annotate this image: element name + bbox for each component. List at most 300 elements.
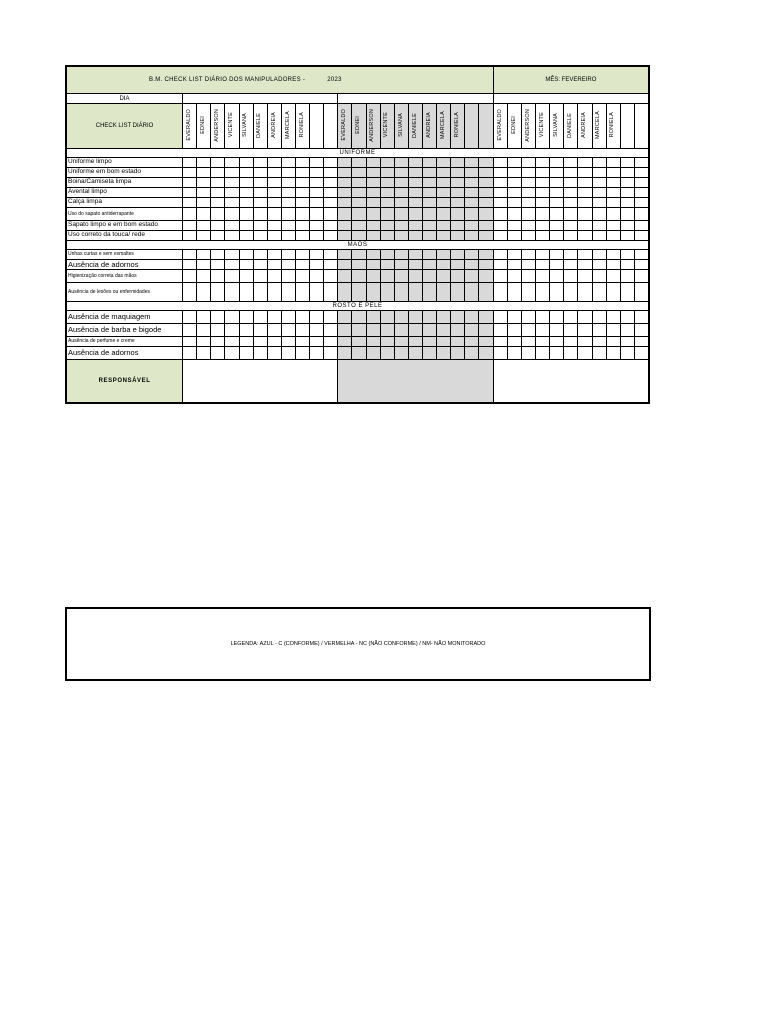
check-cell[interactable]	[620, 158, 634, 168]
check-cell[interactable]	[479, 250, 493, 260]
check-cell[interactable]	[253, 221, 267, 231]
check-cell[interactable]	[479, 168, 493, 178]
check-cell[interactable]	[253, 188, 267, 198]
check-cell[interactable]	[295, 198, 309, 208]
check-cell[interactable]	[366, 347, 380, 360]
check-cell[interactable]	[352, 283, 366, 302]
check-cell[interactable]	[267, 158, 281, 168]
check-cell[interactable]	[295, 231, 309, 241]
check-cell[interactable]	[479, 208, 493, 221]
check-cell[interactable]	[253, 198, 267, 208]
check-cell[interactable]	[352, 250, 366, 260]
check-cell[interactable]	[394, 231, 408, 241]
check-cell[interactable]	[606, 221, 620, 231]
check-cell[interactable]	[408, 198, 422, 208]
check-cell[interactable]	[620, 208, 634, 221]
check-cell[interactable]	[465, 250, 479, 260]
check-cell[interactable]	[606, 311, 620, 324]
check-cell[interactable]	[592, 168, 606, 178]
check-cell[interactable]	[493, 260, 507, 270]
check-cell[interactable]	[578, 337, 592, 347]
check-cell[interactable]	[408, 221, 422, 231]
check-cell[interactable]	[564, 324, 578, 337]
check-cell[interactable]	[338, 168, 352, 178]
check-cell[interactable]	[295, 311, 309, 324]
check-cell[interactable]	[422, 208, 436, 221]
check-cell[interactable]	[437, 337, 451, 347]
check-cell[interactable]	[536, 324, 550, 337]
check-cell[interactable]	[310, 260, 324, 270]
check-cell[interactable]	[479, 311, 493, 324]
check-cell[interactable]	[295, 270, 309, 283]
signature-cell[interactable]	[338, 360, 493, 404]
check-cell[interactable]	[324, 283, 338, 302]
check-cell[interactable]	[437, 324, 451, 337]
check-cell[interactable]	[620, 178, 634, 188]
check-cell[interactable]	[536, 250, 550, 260]
check-cell[interactable]	[521, 168, 535, 178]
check-cell[interactable]	[634, 188, 649, 198]
check-cell[interactable]	[437, 231, 451, 241]
check-cell[interactable]	[211, 250, 225, 260]
check-cell[interactable]	[267, 337, 281, 347]
check-cell[interactable]	[338, 324, 352, 337]
check-cell[interactable]	[310, 208, 324, 221]
check-cell[interactable]	[479, 260, 493, 270]
check-cell[interactable]	[521, 231, 535, 241]
check-cell[interactable]	[465, 283, 479, 302]
check-cell[interactable]	[324, 347, 338, 360]
check-cell[interactable]	[225, 178, 239, 188]
check-cell[interactable]	[380, 158, 394, 168]
check-cell[interactable]	[592, 337, 606, 347]
check-cell[interactable]	[578, 178, 592, 188]
check-cell[interactable]	[338, 221, 352, 231]
check-cell[interactable]	[493, 337, 507, 347]
check-cell[interactable]	[606, 168, 620, 178]
check-cell[interactable]	[366, 260, 380, 270]
check-cell[interactable]	[324, 260, 338, 270]
check-cell[interactable]	[536, 260, 550, 270]
check-cell[interactable]	[380, 347, 394, 360]
check-cell[interactable]	[536, 178, 550, 188]
check-cell[interactable]	[267, 283, 281, 302]
check-cell[interactable]	[493, 188, 507, 198]
check-cell[interactable]	[295, 221, 309, 231]
check-cell[interactable]	[380, 208, 394, 221]
check-cell[interactable]	[493, 250, 507, 260]
check-cell[interactable]	[550, 188, 564, 198]
check-cell[interactable]	[620, 168, 634, 178]
check-cell[interactable]	[422, 178, 436, 188]
check-cell[interactable]	[183, 168, 197, 178]
check-cell[interactable]	[564, 188, 578, 198]
check-cell[interactable]	[239, 260, 253, 270]
check-cell[interactable]	[465, 208, 479, 221]
check-cell[interactable]	[281, 198, 295, 208]
check-cell[interactable]	[422, 221, 436, 231]
check-cell[interactable]	[578, 221, 592, 231]
check-cell[interactable]	[620, 283, 634, 302]
check-cell[interactable]	[521, 188, 535, 198]
check-cell[interactable]	[634, 178, 649, 188]
check-cell[interactable]	[422, 260, 436, 270]
check-cell[interactable]	[479, 198, 493, 208]
check-cell[interactable]	[310, 347, 324, 360]
day-number-cell[interactable]	[183, 94, 338, 104]
check-cell[interactable]	[267, 198, 281, 208]
check-cell[interactable]	[211, 347, 225, 360]
check-cell[interactable]	[564, 198, 578, 208]
check-cell[interactable]	[394, 178, 408, 188]
check-cell[interactable]	[394, 208, 408, 221]
check-cell[interactable]	[394, 250, 408, 260]
check-cell[interactable]	[310, 188, 324, 198]
check-cell[interactable]	[564, 208, 578, 221]
check-cell[interactable]	[380, 260, 394, 270]
check-cell[interactable]	[550, 270, 564, 283]
check-cell[interactable]	[606, 347, 620, 360]
check-cell[interactable]	[211, 283, 225, 302]
check-cell[interactable]	[422, 324, 436, 337]
check-cell[interactable]	[634, 158, 649, 168]
check-cell[interactable]	[606, 188, 620, 198]
check-cell[interactable]	[451, 208, 465, 221]
check-cell[interactable]	[521, 347, 535, 360]
check-cell[interactable]	[493, 178, 507, 188]
check-cell[interactable]	[352, 260, 366, 270]
check-cell[interactable]	[225, 198, 239, 208]
check-cell[interactable]	[479, 283, 493, 302]
check-cell[interactable]	[324, 178, 338, 188]
check-cell[interactable]	[493, 231, 507, 241]
check-cell[interactable]	[295, 337, 309, 347]
check-cell[interactable]	[380, 178, 394, 188]
check-cell[interactable]	[521, 270, 535, 283]
check-cell[interactable]	[493, 198, 507, 208]
check-cell[interactable]	[239, 250, 253, 260]
check-cell[interactable]	[352, 231, 366, 241]
check-cell[interactable]	[465, 198, 479, 208]
check-cell[interactable]	[324, 221, 338, 231]
check-cell[interactable]	[634, 337, 649, 347]
check-cell[interactable]	[281, 178, 295, 188]
check-cell[interactable]	[197, 158, 211, 168]
check-cell[interactable]	[239, 311, 253, 324]
check-cell[interactable]	[564, 221, 578, 231]
check-cell[interactable]	[239, 347, 253, 360]
check-cell[interactable]	[225, 208, 239, 221]
check-cell[interactable]	[451, 270, 465, 283]
check-cell[interactable]	[352, 198, 366, 208]
check-cell[interactable]	[253, 270, 267, 283]
check-cell[interactable]	[606, 178, 620, 188]
check-cell[interactable]	[324, 324, 338, 337]
check-cell[interactable]	[536, 270, 550, 283]
check-cell[interactable]	[211, 260, 225, 270]
check-cell[interactable]	[338, 250, 352, 260]
check-cell[interactable]	[295, 178, 309, 188]
check-cell[interactable]	[437, 198, 451, 208]
check-cell[interactable]	[521, 158, 535, 168]
check-cell[interactable]	[437, 168, 451, 178]
check-cell[interactable]	[451, 188, 465, 198]
check-cell[interactable]	[620, 231, 634, 241]
check-cell[interactable]	[620, 221, 634, 231]
check-cell[interactable]	[479, 324, 493, 337]
check-cell[interactable]	[310, 168, 324, 178]
check-cell[interactable]	[281, 324, 295, 337]
check-cell[interactable]	[606, 208, 620, 221]
check-cell[interactable]	[239, 158, 253, 168]
check-cell[interactable]	[253, 168, 267, 178]
check-cell[interactable]	[451, 250, 465, 260]
check-cell[interactable]	[606, 250, 620, 260]
check-cell[interactable]	[267, 231, 281, 241]
check-cell[interactable]	[592, 270, 606, 283]
check-cell[interactable]	[507, 231, 521, 241]
check-cell[interactable]	[606, 158, 620, 168]
check-cell[interactable]	[422, 198, 436, 208]
check-cell[interactable]	[620, 260, 634, 270]
check-cell[interactable]	[394, 158, 408, 168]
check-cell[interactable]	[310, 250, 324, 260]
check-cell[interactable]	[422, 231, 436, 241]
check-cell[interactable]	[422, 188, 436, 198]
check-cell[interactable]	[521, 324, 535, 337]
check-cell[interactable]	[394, 283, 408, 302]
check-cell[interactable]	[310, 283, 324, 302]
check-cell[interactable]	[592, 231, 606, 241]
check-cell[interactable]	[465, 178, 479, 188]
check-cell[interactable]	[352, 188, 366, 198]
check-cell[interactable]	[394, 347, 408, 360]
check-cell[interactable]	[183, 178, 197, 188]
check-cell[interactable]	[211, 188, 225, 198]
check-cell[interactable]	[634, 260, 649, 270]
check-cell[interactable]	[380, 283, 394, 302]
check-cell[interactable]	[310, 311, 324, 324]
check-cell[interactable]	[620, 270, 634, 283]
check-cell[interactable]	[422, 337, 436, 347]
check-cell[interactable]	[620, 188, 634, 198]
check-cell[interactable]	[606, 337, 620, 347]
check-cell[interactable]	[564, 337, 578, 347]
check-cell[interactable]	[225, 168, 239, 178]
check-cell[interactable]	[197, 221, 211, 231]
check-cell[interactable]	[197, 188, 211, 198]
check-cell[interactable]	[564, 283, 578, 302]
check-cell[interactable]	[550, 324, 564, 337]
check-cell[interactable]	[493, 168, 507, 178]
check-cell[interactable]	[592, 283, 606, 302]
check-cell[interactable]	[394, 188, 408, 198]
check-cell[interactable]	[197, 178, 211, 188]
check-cell[interactable]	[408, 260, 422, 270]
check-cell[interactable]	[634, 270, 649, 283]
check-cell[interactable]	[408, 188, 422, 198]
check-cell[interactable]	[253, 231, 267, 241]
check-cell[interactable]	[310, 270, 324, 283]
check-cell[interactable]	[366, 168, 380, 178]
check-cell[interactable]	[408, 347, 422, 360]
check-cell[interactable]	[451, 283, 465, 302]
check-cell[interactable]	[465, 188, 479, 198]
check-cell[interactable]	[267, 260, 281, 270]
check-cell[interactable]	[479, 231, 493, 241]
check-cell[interactable]	[239, 198, 253, 208]
check-cell[interactable]	[550, 178, 564, 188]
check-cell[interactable]	[451, 198, 465, 208]
check-cell[interactable]	[465, 158, 479, 168]
check-cell[interactable]	[521, 221, 535, 231]
check-cell[interactable]	[183, 250, 197, 260]
check-cell[interactable]	[380, 221, 394, 231]
check-cell[interactable]	[239, 221, 253, 231]
check-cell[interactable]	[465, 347, 479, 360]
check-cell[interactable]	[620, 311, 634, 324]
check-cell[interactable]	[578, 270, 592, 283]
check-cell[interactable]	[578, 260, 592, 270]
check-cell[interactable]	[380, 168, 394, 178]
check-cell[interactable]	[366, 198, 380, 208]
check-cell[interactable]	[451, 221, 465, 231]
check-cell[interactable]	[507, 270, 521, 283]
check-cell[interactable]	[225, 158, 239, 168]
check-cell[interactable]	[422, 270, 436, 283]
check-cell[interactable]	[592, 158, 606, 168]
check-cell[interactable]	[592, 311, 606, 324]
check-cell[interactable]	[183, 221, 197, 231]
check-cell[interactable]	[408, 283, 422, 302]
check-cell[interactable]	[634, 283, 649, 302]
check-cell[interactable]	[295, 260, 309, 270]
check-cell[interactable]	[437, 221, 451, 231]
check-cell[interactable]	[437, 311, 451, 324]
check-cell[interactable]	[211, 270, 225, 283]
check-cell[interactable]	[183, 231, 197, 241]
check-cell[interactable]	[437, 250, 451, 260]
check-cell[interactable]	[366, 158, 380, 168]
check-cell[interactable]	[295, 208, 309, 221]
check-cell[interactable]	[564, 311, 578, 324]
check-cell[interactable]	[253, 324, 267, 337]
check-cell[interactable]	[479, 347, 493, 360]
check-cell[interactable]	[536, 311, 550, 324]
check-cell[interactable]	[620, 198, 634, 208]
check-cell[interactable]	[465, 311, 479, 324]
check-cell[interactable]	[592, 178, 606, 188]
check-cell[interactable]	[281, 260, 295, 270]
check-cell[interactable]	[437, 158, 451, 168]
check-cell[interactable]	[310, 198, 324, 208]
check-cell[interactable]	[197, 311, 211, 324]
check-cell[interactable]	[394, 168, 408, 178]
check-cell[interactable]	[394, 221, 408, 231]
check-cell[interactable]	[550, 347, 564, 360]
check-cell[interactable]	[253, 260, 267, 270]
check-cell[interactable]	[281, 337, 295, 347]
check-cell[interactable]	[338, 208, 352, 221]
check-cell[interactable]	[521, 311, 535, 324]
check-cell[interactable]	[578, 198, 592, 208]
check-cell[interactable]	[493, 221, 507, 231]
check-cell[interactable]	[578, 311, 592, 324]
check-cell[interactable]	[267, 324, 281, 337]
check-cell[interactable]	[606, 270, 620, 283]
day-number-cell[interactable]	[493, 94, 649, 104]
check-cell[interactable]	[592, 324, 606, 337]
check-cell[interactable]	[408, 250, 422, 260]
signature-cell[interactable]	[183, 360, 338, 404]
check-cell[interactable]	[507, 324, 521, 337]
check-cell[interactable]	[324, 198, 338, 208]
check-cell[interactable]	[310, 337, 324, 347]
check-cell[interactable]	[394, 260, 408, 270]
check-cell[interactable]	[422, 168, 436, 178]
check-cell[interactable]	[634, 231, 649, 241]
check-cell[interactable]	[592, 250, 606, 260]
check-cell[interactable]	[295, 283, 309, 302]
check-cell[interactable]	[564, 178, 578, 188]
check-cell[interactable]	[521, 250, 535, 260]
check-cell[interactable]	[493, 283, 507, 302]
check-cell[interactable]	[564, 158, 578, 168]
check-cell[interactable]	[437, 208, 451, 221]
check-cell[interactable]	[239, 283, 253, 302]
check-cell[interactable]	[507, 260, 521, 270]
check-cell[interactable]	[211, 168, 225, 178]
check-cell[interactable]	[408, 168, 422, 178]
check-cell[interactable]	[564, 168, 578, 178]
check-cell[interactable]	[521, 198, 535, 208]
check-cell[interactable]	[592, 208, 606, 221]
check-cell[interactable]	[620, 250, 634, 260]
check-cell[interactable]	[507, 198, 521, 208]
check-cell[interactable]	[352, 270, 366, 283]
check-cell[interactable]	[536, 158, 550, 168]
check-cell[interactable]	[267, 208, 281, 221]
check-cell[interactable]	[324, 208, 338, 221]
check-cell[interactable]	[225, 311, 239, 324]
check-cell[interactable]	[550, 250, 564, 260]
check-cell[interactable]	[295, 158, 309, 168]
check-cell[interactable]	[366, 337, 380, 347]
check-cell[interactable]	[267, 250, 281, 260]
check-cell[interactable]	[550, 337, 564, 347]
check-cell[interactable]	[408, 158, 422, 168]
check-cell[interactable]	[225, 231, 239, 241]
check-cell[interactable]	[380, 324, 394, 337]
check-cell[interactable]	[352, 337, 366, 347]
check-cell[interactable]	[536, 168, 550, 178]
check-cell[interactable]	[394, 324, 408, 337]
check-cell[interactable]	[183, 188, 197, 198]
check-cell[interactable]	[451, 158, 465, 168]
check-cell[interactable]	[606, 283, 620, 302]
check-cell[interactable]	[408, 208, 422, 221]
check-cell[interactable]	[366, 188, 380, 198]
check-cell[interactable]	[507, 347, 521, 360]
check-cell[interactable]	[620, 324, 634, 337]
check-cell[interactable]	[437, 283, 451, 302]
check-cell[interactable]	[465, 270, 479, 283]
check-cell[interactable]	[606, 231, 620, 241]
check-cell[interactable]	[253, 208, 267, 221]
check-cell[interactable]	[493, 158, 507, 168]
check-cell[interactable]	[267, 347, 281, 360]
check-cell[interactable]	[295, 188, 309, 198]
